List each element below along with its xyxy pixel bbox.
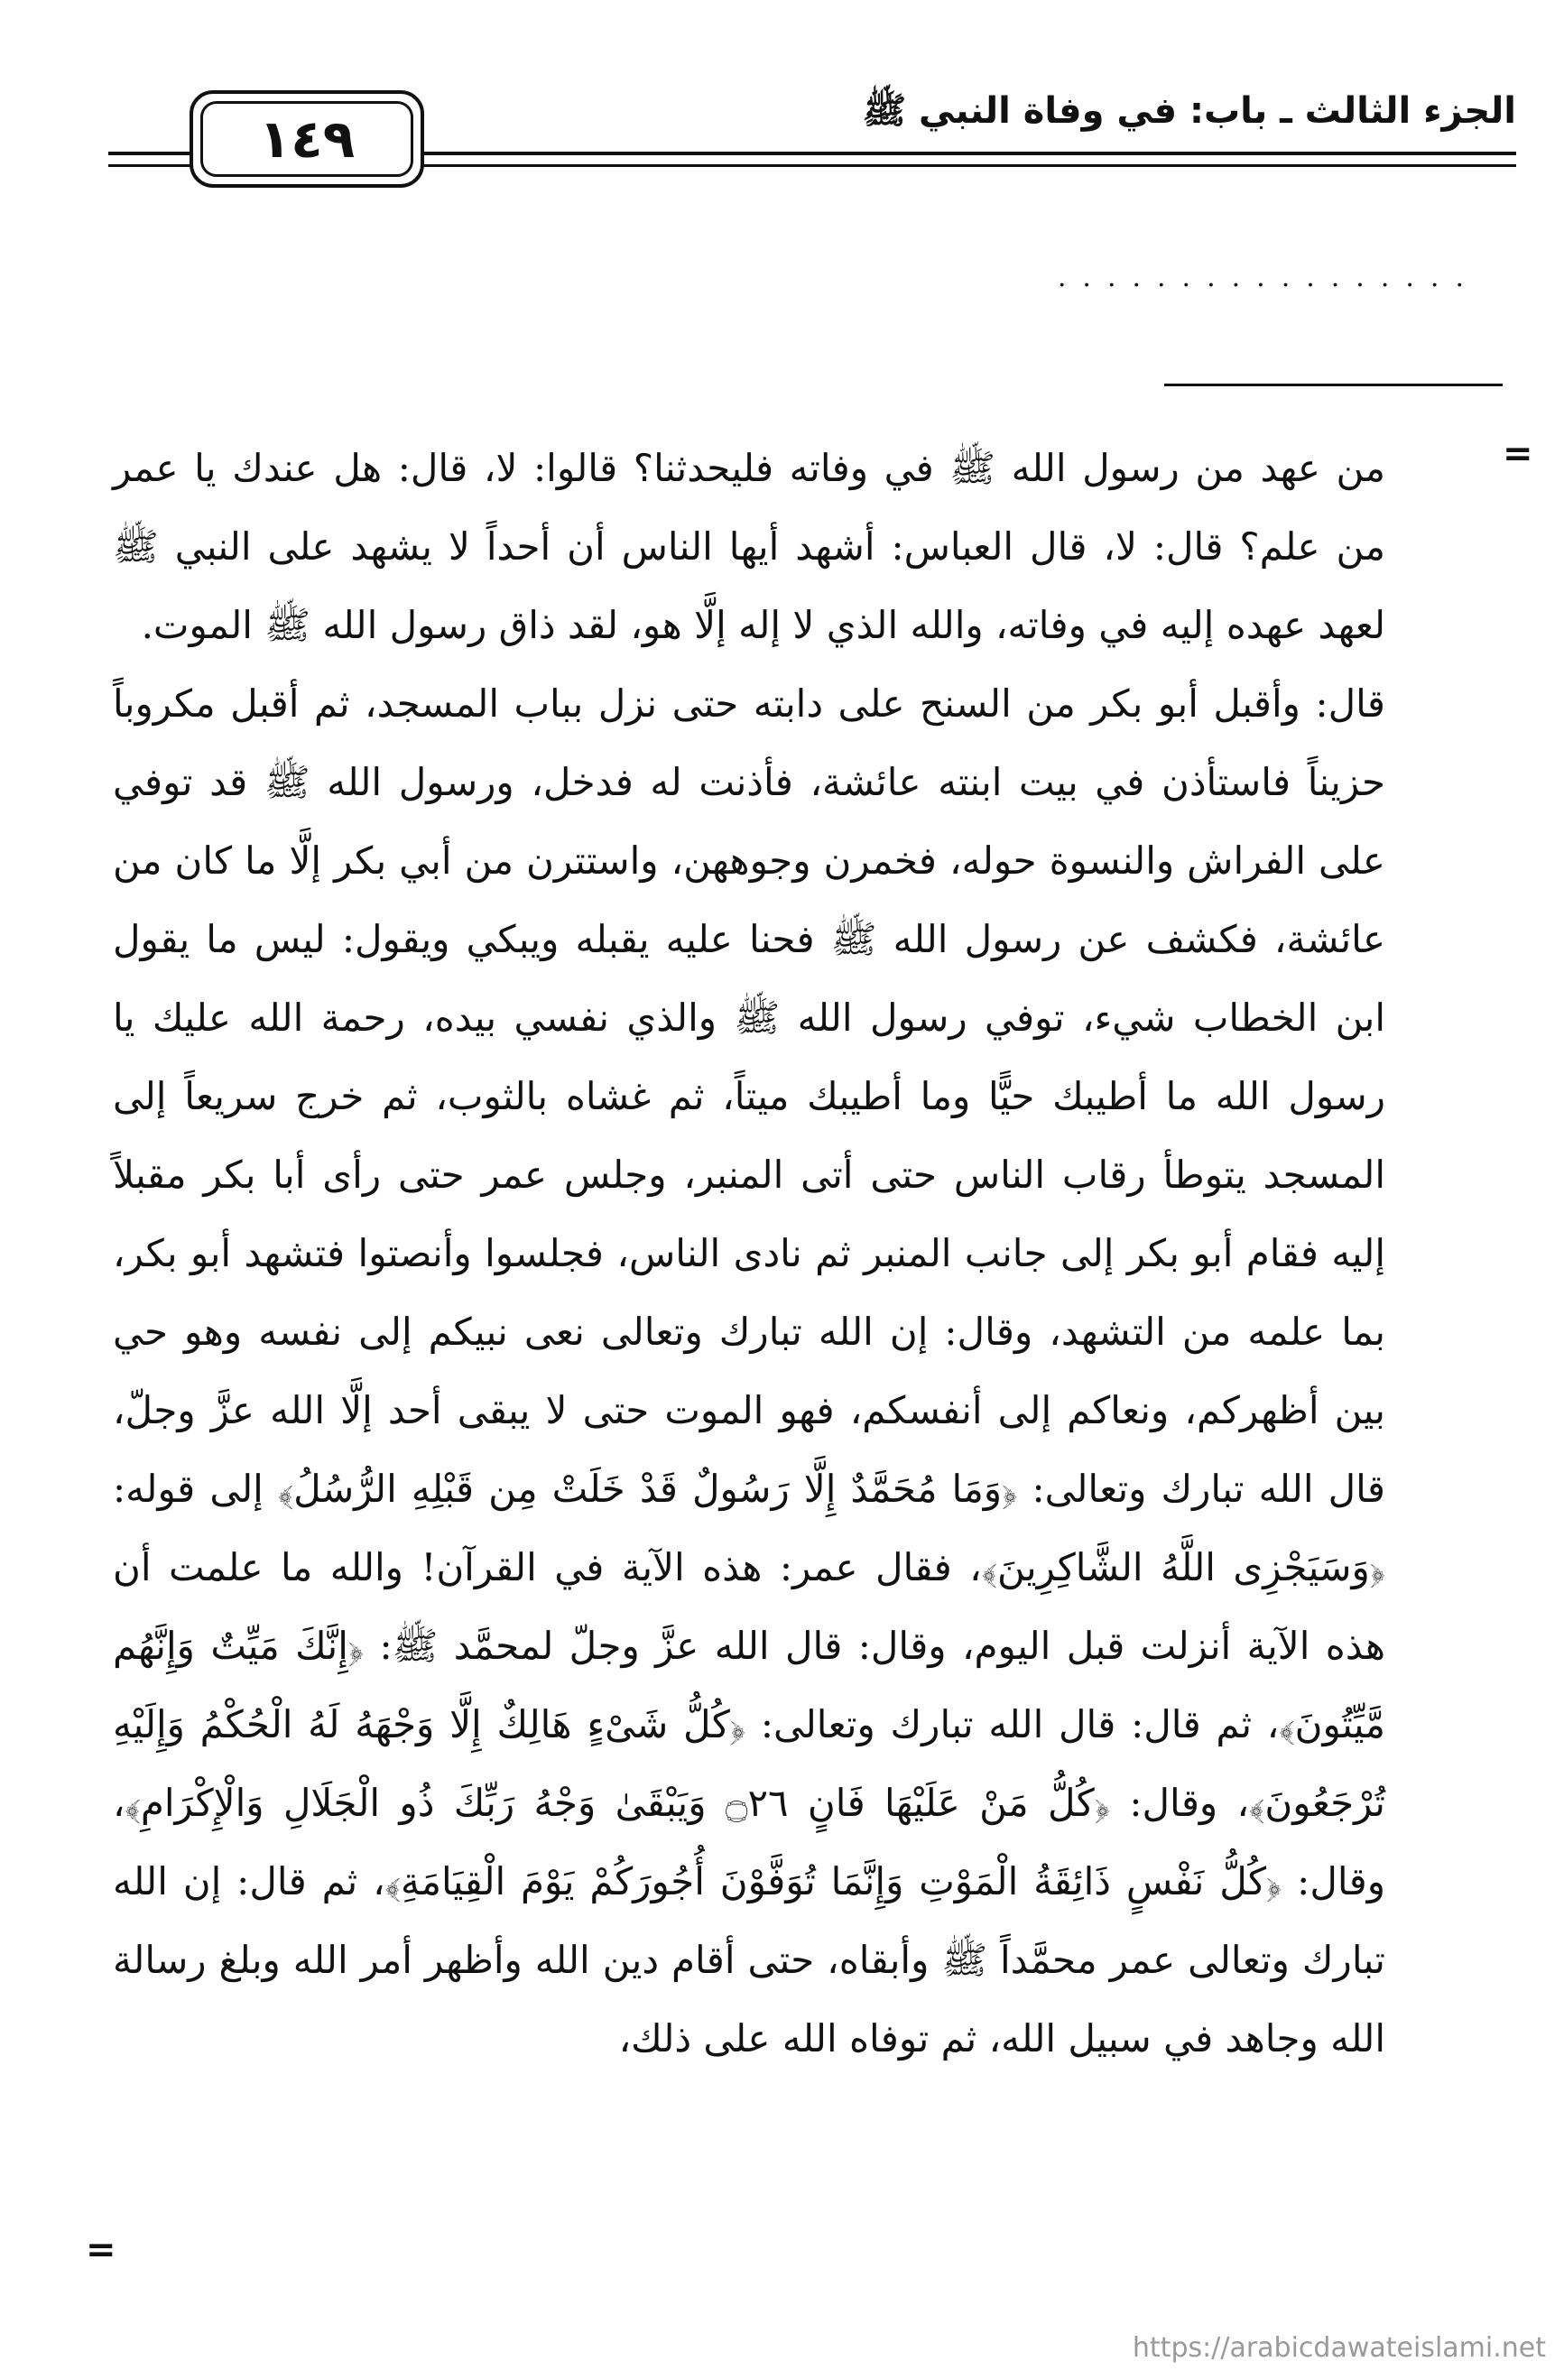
page-number-frame [190, 90, 424, 188]
page-header [108, 63, 1516, 199]
continuation-mark-bottom: = [86, 2229, 116, 2271]
body-text [113, 429, 1385, 2078]
page-number: ١٤٩ [258, 108, 356, 170]
continuation-mark-top: = [1503, 433, 1533, 475]
paragraph-1: من عهد من رسول الله ﷺ في وفاته فليحدثنا؟ قالوا: لا، قال: هل عندك يا عمر من علم؟ قال: لا، قال العباس: أشهد أيها الناس أن أحداً لا يشهد على النبي ﷺ لعهد عهده إليه في وفاته، والله الذي لا إله إلَّا هو، لقد ذاق رسول الله ﷺ الموت. [113, 446, 1385, 647]
dots-divider: ................. [1057, 262, 1480, 293]
paragraph-2: قال: وأقبل أبو بكر من السنح على دابته حتى نزل بباب المسجد، ثم أقبل مكروباً حزيناً فاستأذن في بيت ابنته عائشة، فأذنت له فدخل، ورسول الله ﷺ قد توفي على الفراش والنسوة حوله، فخمرن وجوههن، واستترن من أبي بكر إلَّا ما كان من عائشة، فكشف عن رسول الله ﷺ فحنا عليه يقبله ويبكي ويقول: ليس ما يقول ابن الخطاب شيء، توفي رسول الله ﷺ والذي نفسي بيده، رحمة الله عليك يا رسول الله ما أطيبك حيًّا وما أطيبك ميتاً، ثم غشاه بالثوب، ثم خرج سريعاً إلى المسجد يتوطأ رقاب الناس حتى أتى المنبر، وجلس عمر حتى رأى أبا بكر مقبلاً إليه فقام أبو بكر إلى جانب المنبر ثم نادى الناس، فجلسوا وأنصتوا فتشهد أبو بكر، بما علمه من التشهد، وقال: إن الله تبارك وتعالى نعى نبيكم إلى نفسه وهو حي بين أظهركم، ونعاكم إلى أنفسكم، فهو الموت حتى لا يبقى أحد إلَّا الله عزَّ وجلّ، قال الله تبارك وتعالى: ﴿وَمَا مُحَمَّدٌ إِلَّا رَسُولٌ قَدْ خَلَتْ مِن قَبْلِهِ الرُّسُلُ﴾ إلى قوله: ﴿وَسَيَجْزِى اللَّهُ الشَّاكِرِينَ﴾، فقال عمر: هذه الآية في القرآن! والله ما علمت أن هذه الآية أنزلت قبل اليوم، وقال: قال الله عزَّ وجلّ لمحمَّد ﷺ: ﴿إِنَّكَ مَيِّتٌ وَإِنَّهُم مَّيِّتُونَ﴾، ثم قال: قال الله تبارك وتعالى: ﴿كُلُّ شَىْءٍ هَالِكٌ إِلَّا وَجْهَهُ لَهُ الْحُكْمُ وَإِلَيْهِ تُرْجَعُونَ﴾، وقال: ﴿كُلُّ مَنْ عَلَيْهَا فَانٍ ۝٢٦ وَيَبْقَىٰ وَجْهُ رَبِّكَ ذُو الْجَلَالِ وَالْإِكْرَامِ﴾، وقال: ﴿كُلُّ نَفْسٍ ذَائِقَةُ الْمَوْتِ وَإِنَّمَا تُوَفَّوْنَ أُجُورَكُمْ يَوْمَ الْقِيَامَةِ﴾، ثم قال: إن الله تبارك وتعالى عمر محمَّداً ﷺ وأبقاه، حتى أقام دين الله وأظهر أمر الله وبلغ رسالة الله وجاهد في سبيل الله، ثم توفاه الله على ذلك، [113, 681, 1386, 2061]
watermark-url: https://arabicdawateislami.net [1132, 2332, 1546, 2364]
chapter-title: الجزء الثالث ـ باب: في وفاة النبي ﷺ [862, 90, 1516, 132]
footnote-separator-rule [1164, 384, 1503, 386]
